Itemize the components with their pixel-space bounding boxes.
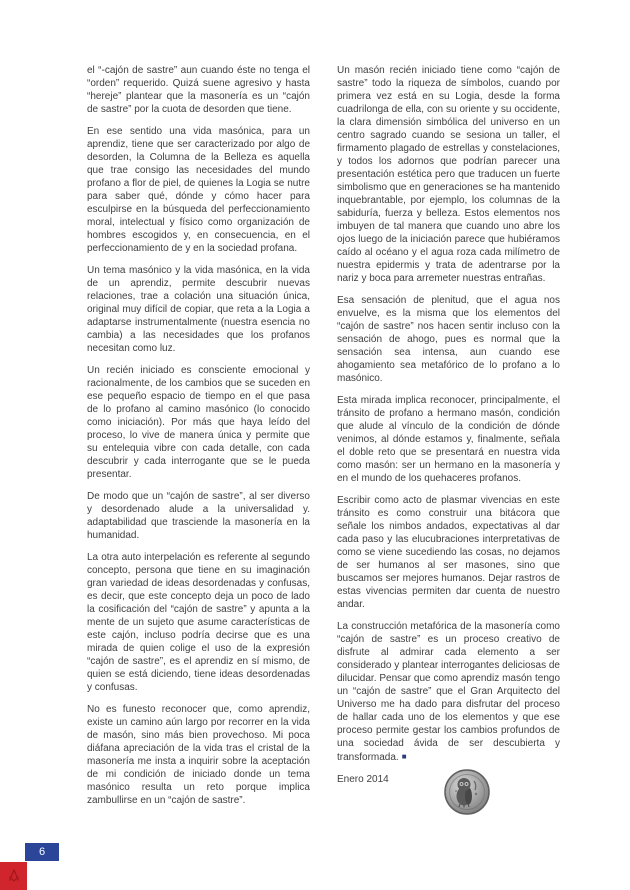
- paragraph: el “-cajón de sastre” aun cuando éste no tenga el “orden” requerido. Quizá suene agresivo y hasta “hereje” plantear que la masonería es un “cajón de sastre” por la cuota de desorden que tiene.: [87, 65, 310, 115]
- paragraph: Un masón recién iniciado tiene como “cajón de sastre” todo la riqueza de símbolos, cuando por primera vez está en su Logia, desde la forma cuadrilonga de ella, con su oriente y su occidente, la clara dimensión simbólica del universo en un centro sagrado cuando se sesiona un taller, el firmamento plagado de estrellas y constelaciones, y todos los adornos que podrían parecer una presentación estética pero que traducen un fuerte simbolismo que en generaciones se ha mantenido inquebrantable, por ejemplo, los columnas de la sabiduría, fuerza y belleza. Estos elementos nos imbuyen de tal manera que cuando uno abre los ojos luego de la iniciación parece que hubiéramos caído al océano y el agua roza cada milímetro de nuestra epidermis y trata de adentrarse por la nariz y boca para arremeter nuestras entrañas.: [337, 65, 560, 284]
- end-of-article-marker: ■: [401, 752, 407, 761]
- corner-logo: [0, 862, 27, 890]
- page-number: 6: [38, 846, 46, 858]
- paragraph: En ese sentido una vida masónica, para un aprendiz, tiene que ser caracterizado por algo de desorden, la Columna de la Belleza es aquella que trae consigo las necesidades del mundo profano a flor de piel, de quienes la Logia se nutre para saber qué, dónde y cómo hacer para esculpirse en la búsqueda del perfeccionamiento moral, intelectual y físico como organización de hombres escogidos y, en consecuencia, en el perfeccionamiento de y en la sociedad profana.: [87, 126, 310, 254]
- owl-coin-icon: [444, 769, 490, 815]
- paragraph: De modo que un “cajón de sastre”, al ser diverso y desordenado alude a la universalidad y. adaptabilidad que trasciende la masonería en la humanidad.: [87, 491, 310, 541]
- article-date: Enero 2014: [337, 774, 389, 785]
- paragraph: La otra auto interpelación es referente al segundo concepto, persona que tiene en su imaginación gran variedad de ideas desordenadas y confusas, es decir, que este concepto deja un poco de lado la cosificación del “cajón de sastre” y apunta a la mente de un sujeto que asume características de este cajón, incluso podría decirse que es una mirada de quien colige el uso de la expresión “cajón de sastre”, es el aprendiz en sí mismo, de quien se está diciendo, tiene ideas desordenadas y confusas.: [87, 552, 310, 693]
- paragraph-text: La construcción metafórica de la masonería como “cajón de sastre” es un proceso creativo de disfrute al admirar cada elemento a ser considerado y plantear interrogantes deliciosas de dilucidar. Pensar que como aprendiz masón tengo un “cajón de sastre” que el Gran Arquitecto del Universo me ha dado para disfrutar del proceso de hallar cada uno de los elementos y que ese proceso permite gestar los cambios profundos de una sociedad ávida de ser descubierta y transformada.: [337, 621, 560, 763]
- page-number-badge: [25, 843, 59, 861]
- paragraph: No es funesto reconocer que, como aprendiz, existe un camino aún largo por recorrer en la vida de masón, sino más bien provechoso. Mi poca diáfana apreciación de la vida tras el cristal de la masonería me insta a inquirir sobre la aceptación de mi condición de iniciado donde un tema masónico resulta un reto porque implica zambullirse en un “cajón de sastre”.: [87, 704, 310, 806]
- article-body: [87, 64, 560, 819]
- paragraph: [337, 620, 560, 764]
- owl-coin-image: [444, 769, 490, 819]
- paragraph: Esta mirada implica reconocer, principalmente, el tránsito de profano a hermano masón, condición que alude al vínculo de la condición de dónde venimos, al dónde estamos y, finalmente, señala el doble reto que se presentará en nuestra vida como masón: ser un hermano en la masonería y en el mundo de los quehaceres profanos.: [337, 395, 560, 484]
- paragraph: Un tema masónico y la vida masónica, en la vida de un aprendiz, permite descubrir nuevas relaciones, trae a colación una situación única, original muy difícil de copiar, que reta a la Logia a adaptarse instrumentalmente (nuestra esencia no cambia) a las necesidades que los profanos necesitan como luz.: [87, 265, 310, 354]
- right-column: [337, 64, 560, 819]
- paragraph: Escribir como acto de plasmar vivencias en este tránsito es como construir una bitácora que señale los nimbos andados, expectativas al dar cada paso y las elucubraciones interpretativas de como se viene sucediendo las cosas, no dejamos de ser humanos al ser masones, sino que buscamos ser mejores humanos. Dejar rastros de estas vivencias permiten dar cuenta de nuestro andar.: [337, 495, 560, 610]
- article-footer-row: [337, 773, 560, 819]
- left-column: [87, 64, 310, 819]
- square-and-compasses-icon: [6, 868, 22, 884]
- paragraph: Un recién iniciado es consciente emocional y racionalmente, de los cambios que se suceden en ese pequeño espacio de tiempo en el que pasa de lo profano al camino masónico (lo conocido como iniciación). Por más que haya leído del proceso, lo vive de manera única y permite que su entelequia vibre con cada detalle, con cada descubrir y cada interrogante que se le pueda presentar.: [87, 365, 310, 480]
- paragraph: Esa sensación de plenitud, que el agua nos envuelve, es la misma que los elementos del “cajón de sastre” nos hacen sentir incluso con la sensación de ahogo, pues es normal que la sensación sea intensa, aun cuando ese ahogamiento sea metafórico de lo profano a lo masónico.: [337, 295, 560, 384]
